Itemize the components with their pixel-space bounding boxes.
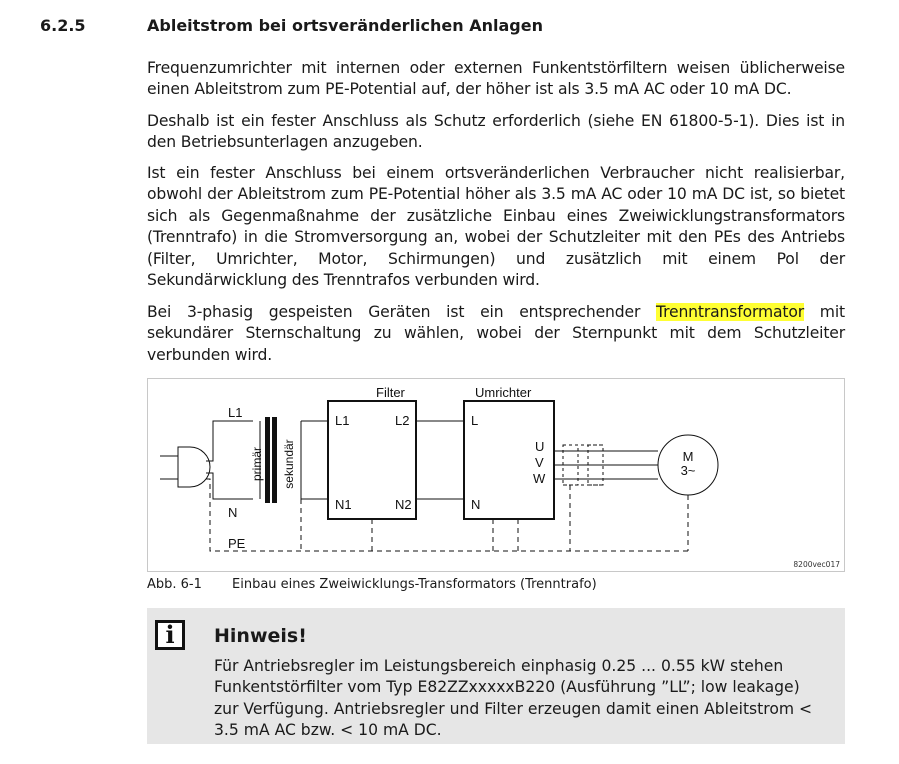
label-filter-l1: L1 [335, 413, 350, 428]
circuit-diagram-svg [148, 379, 846, 573]
note-text: Für Antriebsregler im Leistungsbereich einphasig 0.25 ... 0.55 kW stehen Funkentstörfilter vom Typ E82ZZxxxxxB220 (Ausführung ”LL”; low leakage) zur Verfügung. Antriebsregler und Filter erzeugen damit einen Ableitstrom < 3.5 mA AC bzw. < 10 mA DC. [214, 657, 813, 740]
label-filter-l2: L2 [395, 413, 410, 428]
info-icon: i [155, 620, 185, 650]
paragraph-2: Deshalb ist ein fester Anschluss als Schutz erforderlich (siehe EN 61800-5-1). Dies ist in den Betriebsunterlagen anzugeben. [147, 112, 845, 152]
label-inverter-w: W [533, 471, 546, 486]
section-title: Ableitstrom bei ortsveränderlichen Anlagen [147, 16, 543, 35]
paragraph-4-start: Bei 3-phasig gespeisten Geräten ist ein entsprechender [147, 303, 656, 321]
label-pe-line: PE [228, 536, 246, 551]
label-filter-n1: N1 [335, 497, 352, 512]
label-motor-phase: 3~ [680, 463, 696, 478]
circuit-diagram [147, 378, 845, 572]
label-filter: Filter [376, 385, 405, 400]
label-umrichter: Umrichter [475, 385, 532, 400]
paragraph-3: Ist ein fester Anschluss bei einem ortsveränderlichen Verbraucher nicht realisierbar, obwohl der Ableitstrom zum PE-Potential höher als 3.5 mA AC oder 10 mA DC ist, so bietet sich als Gegenmaßnahme der zusätzliche Einbau eines Zweiwicklungstransformators (Trenntrafo) in die Stromversorgung an, wobei der Schutzleiter mit den PEs des Antriebs (Filter, Umrichter, Motor, Schirmungen) und zusätzlich mit einem Pol der Sekundärwicklung des Trenntrafos verbunden wird. [147, 164, 845, 290]
label-inverter-v: V [535, 455, 544, 470]
section-number: 6.2.5 [40, 16, 86, 35]
note-title: Hinweis! [214, 625, 307, 647]
label-l1-line: L1 [228, 405, 243, 420]
label-motor-m: M [682, 449, 694, 464]
highlighted-term: Trenntransformator [656, 303, 805, 321]
label-inverter-l: L [471, 413, 479, 428]
note-box [147, 608, 845, 744]
label-inverter-n: N [471, 497, 481, 512]
figure-code: 8200vec017 [793, 560, 840, 569]
caption-label: Abb. 6-1 [147, 577, 202, 592]
transformer-core-left [265, 417, 270, 503]
paragraph-4-end: mit sekundärer Sternschaltung zu wählen, wobei der Sternpunkt mit dem Schutzleiter verbunden wird. [147, 303, 845, 364]
label-filter-n2: N2 [395, 497, 412, 512]
caption-text: Einbau eines Zweiwicklungs-Transformators (Trenntrafo) [232, 577, 597, 592]
transformer-core-right [272, 417, 277, 503]
label-sekundaer: sekundär [282, 439, 296, 489]
plug-icon [160, 447, 210, 487]
paragraph-4 [147, 302, 845, 366]
label-inverter-u: U [535, 439, 545, 454]
label-primaer: primär [250, 446, 264, 482]
paragraph-1: Frequenzumrichter mit internen oder externen Funkentstörfiltern weisen üblicherweise einen Ableitstrom zum PE-Potential auf, der höher ist als 3.5 mA AC oder 10 mA DC. [147, 59, 845, 99]
label-n-line: N [228, 505, 238, 520]
